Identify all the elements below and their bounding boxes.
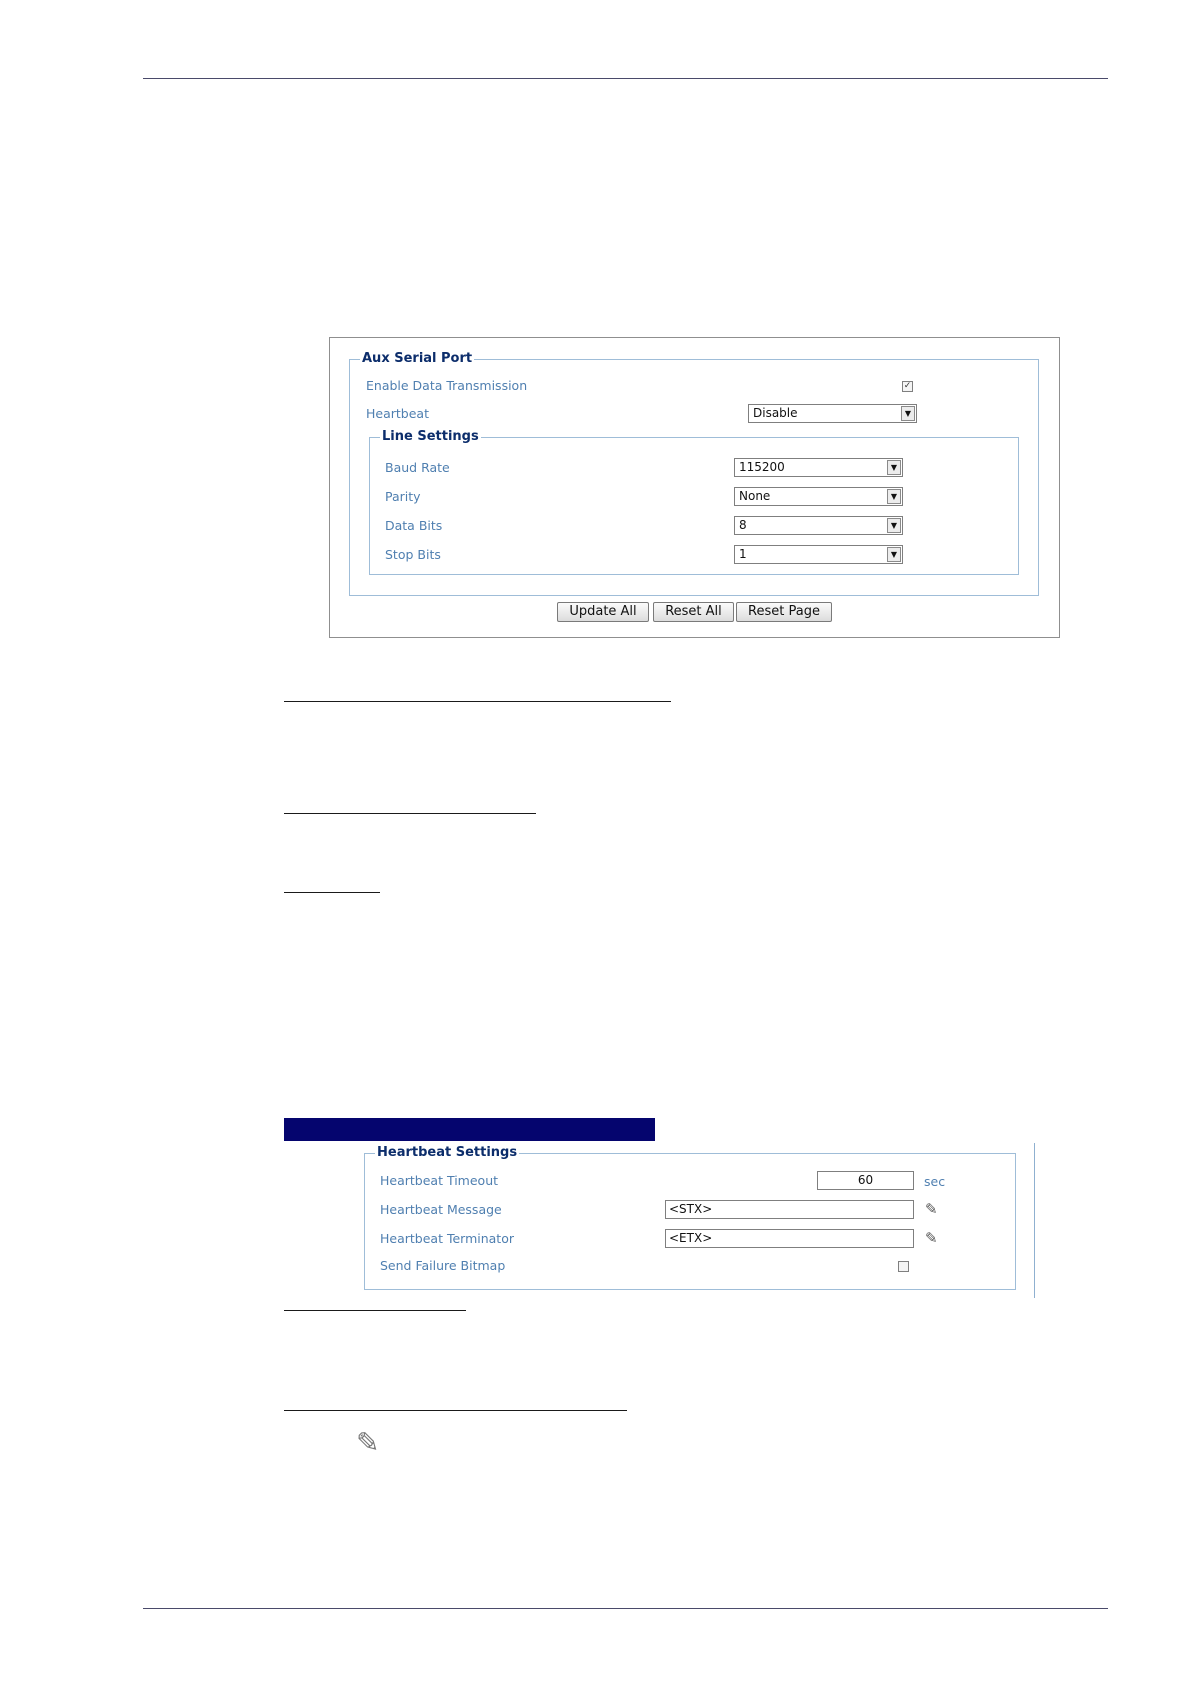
baud-rate-label: Baud Rate <box>385 460 450 475</box>
screenshot-edge-line <box>1034 1143 1035 1298</box>
baud-rate-select[interactable] <box>734 458 903 477</box>
heartbeat-label: Heartbeat <box>366 406 429 421</box>
enable-data-transmission-label: Enable Data Transmission <box>366 378 528 393</box>
stop-bits-label: Stop Bits <box>385 547 441 562</box>
send-failure-bitmap-checkbox[interactable] <box>898 1261 909 1272</box>
aux-serial-port-screenshot <box>329 337 1060 638</box>
data-bits-select[interactable] <box>734 516 903 535</box>
checkmark-icon: ✓ <box>903 381 912 391</box>
baud-rate-value: 115200 <box>739 460 785 474</box>
parity-label: Parity <box>385 489 421 504</box>
heartbeat-settings-legend: Heartbeat Settings <box>377 1145 518 1160</box>
underline-5 <box>284 1410 627 1411</box>
reset-page-button[interactable]: Reset Page <box>736 602 832 622</box>
heartbeat-message-value: <STX> <box>669 1202 713 1216</box>
heartbeat-terminator-value: <ETX> <box>669 1231 713 1245</box>
data-bits-value: 8 <box>739 518 747 532</box>
section-banner <box>284 1118 655 1141</box>
heartbeat-timeout-label: Heartbeat Timeout <box>380 1173 499 1188</box>
pencil-icon[interactable]: ✎ <box>925 1229 938 1247</box>
underline-3 <box>284 892 380 893</box>
aux-serial-port-legend: Aux Serial Port <box>362 351 473 366</box>
heartbeat-timeout-input[interactable] <box>817 1171 914 1190</box>
heartbeat-select[interactable] <box>748 404 917 423</box>
line-settings-group <box>369 430 1019 575</box>
update-all-button[interactable]: Update All <box>557 602 649 622</box>
data-bits-label: Data Bits <box>385 518 443 533</box>
heartbeat-terminator-label: Heartbeat Terminator <box>380 1231 514 1246</box>
stop-bits-select[interactable] <box>734 545 903 564</box>
pencil-icon: ✎ <box>356 1426 380 1459</box>
chevron-down-icon[interactable]: ▼ <box>901 406 915 421</box>
heartbeat-timeout-value: 60 <box>857 1173 874 1187</box>
underline-4 <box>284 1310 466 1311</box>
header-rule <box>143 78 1108 79</box>
chevron-down-icon[interactable]: ▼ <box>887 489 901 504</box>
heartbeat-message-input[interactable] <box>665 1200 914 1219</box>
heartbeat-select-value: Disable <box>753 406 798 420</box>
parity-value: None <box>739 489 771 503</box>
enable-data-transmission-checkbox[interactable] <box>902 381 913 392</box>
line-settings-legend: Line Settings <box>382 429 479 444</box>
footer-rule <box>143 1608 1108 1609</box>
pencil-icon[interactable]: ✎ <box>925 1200 938 1218</box>
send-failure-bitmap-label: Send Failure Bitmap <box>380 1258 506 1273</box>
timeout-unit: sec <box>924 1174 946 1189</box>
parity-select[interactable] <box>734 487 903 506</box>
chevron-down-icon[interactable]: ▼ <box>887 460 901 475</box>
chevron-down-icon[interactable]: ▼ <box>887 547 901 562</box>
chevron-down-icon[interactable]: ▼ <box>887 518 901 533</box>
heartbeat-message-label: Heartbeat Message <box>380 1202 502 1217</box>
stop-bits-value: 1 <box>739 547 747 561</box>
heartbeat-terminator-input[interactable] <box>665 1229 914 1248</box>
underline-1 <box>284 701 671 702</box>
underline-2 <box>284 813 536 814</box>
reset-all-button[interactable]: Reset All <box>653 602 734 622</box>
